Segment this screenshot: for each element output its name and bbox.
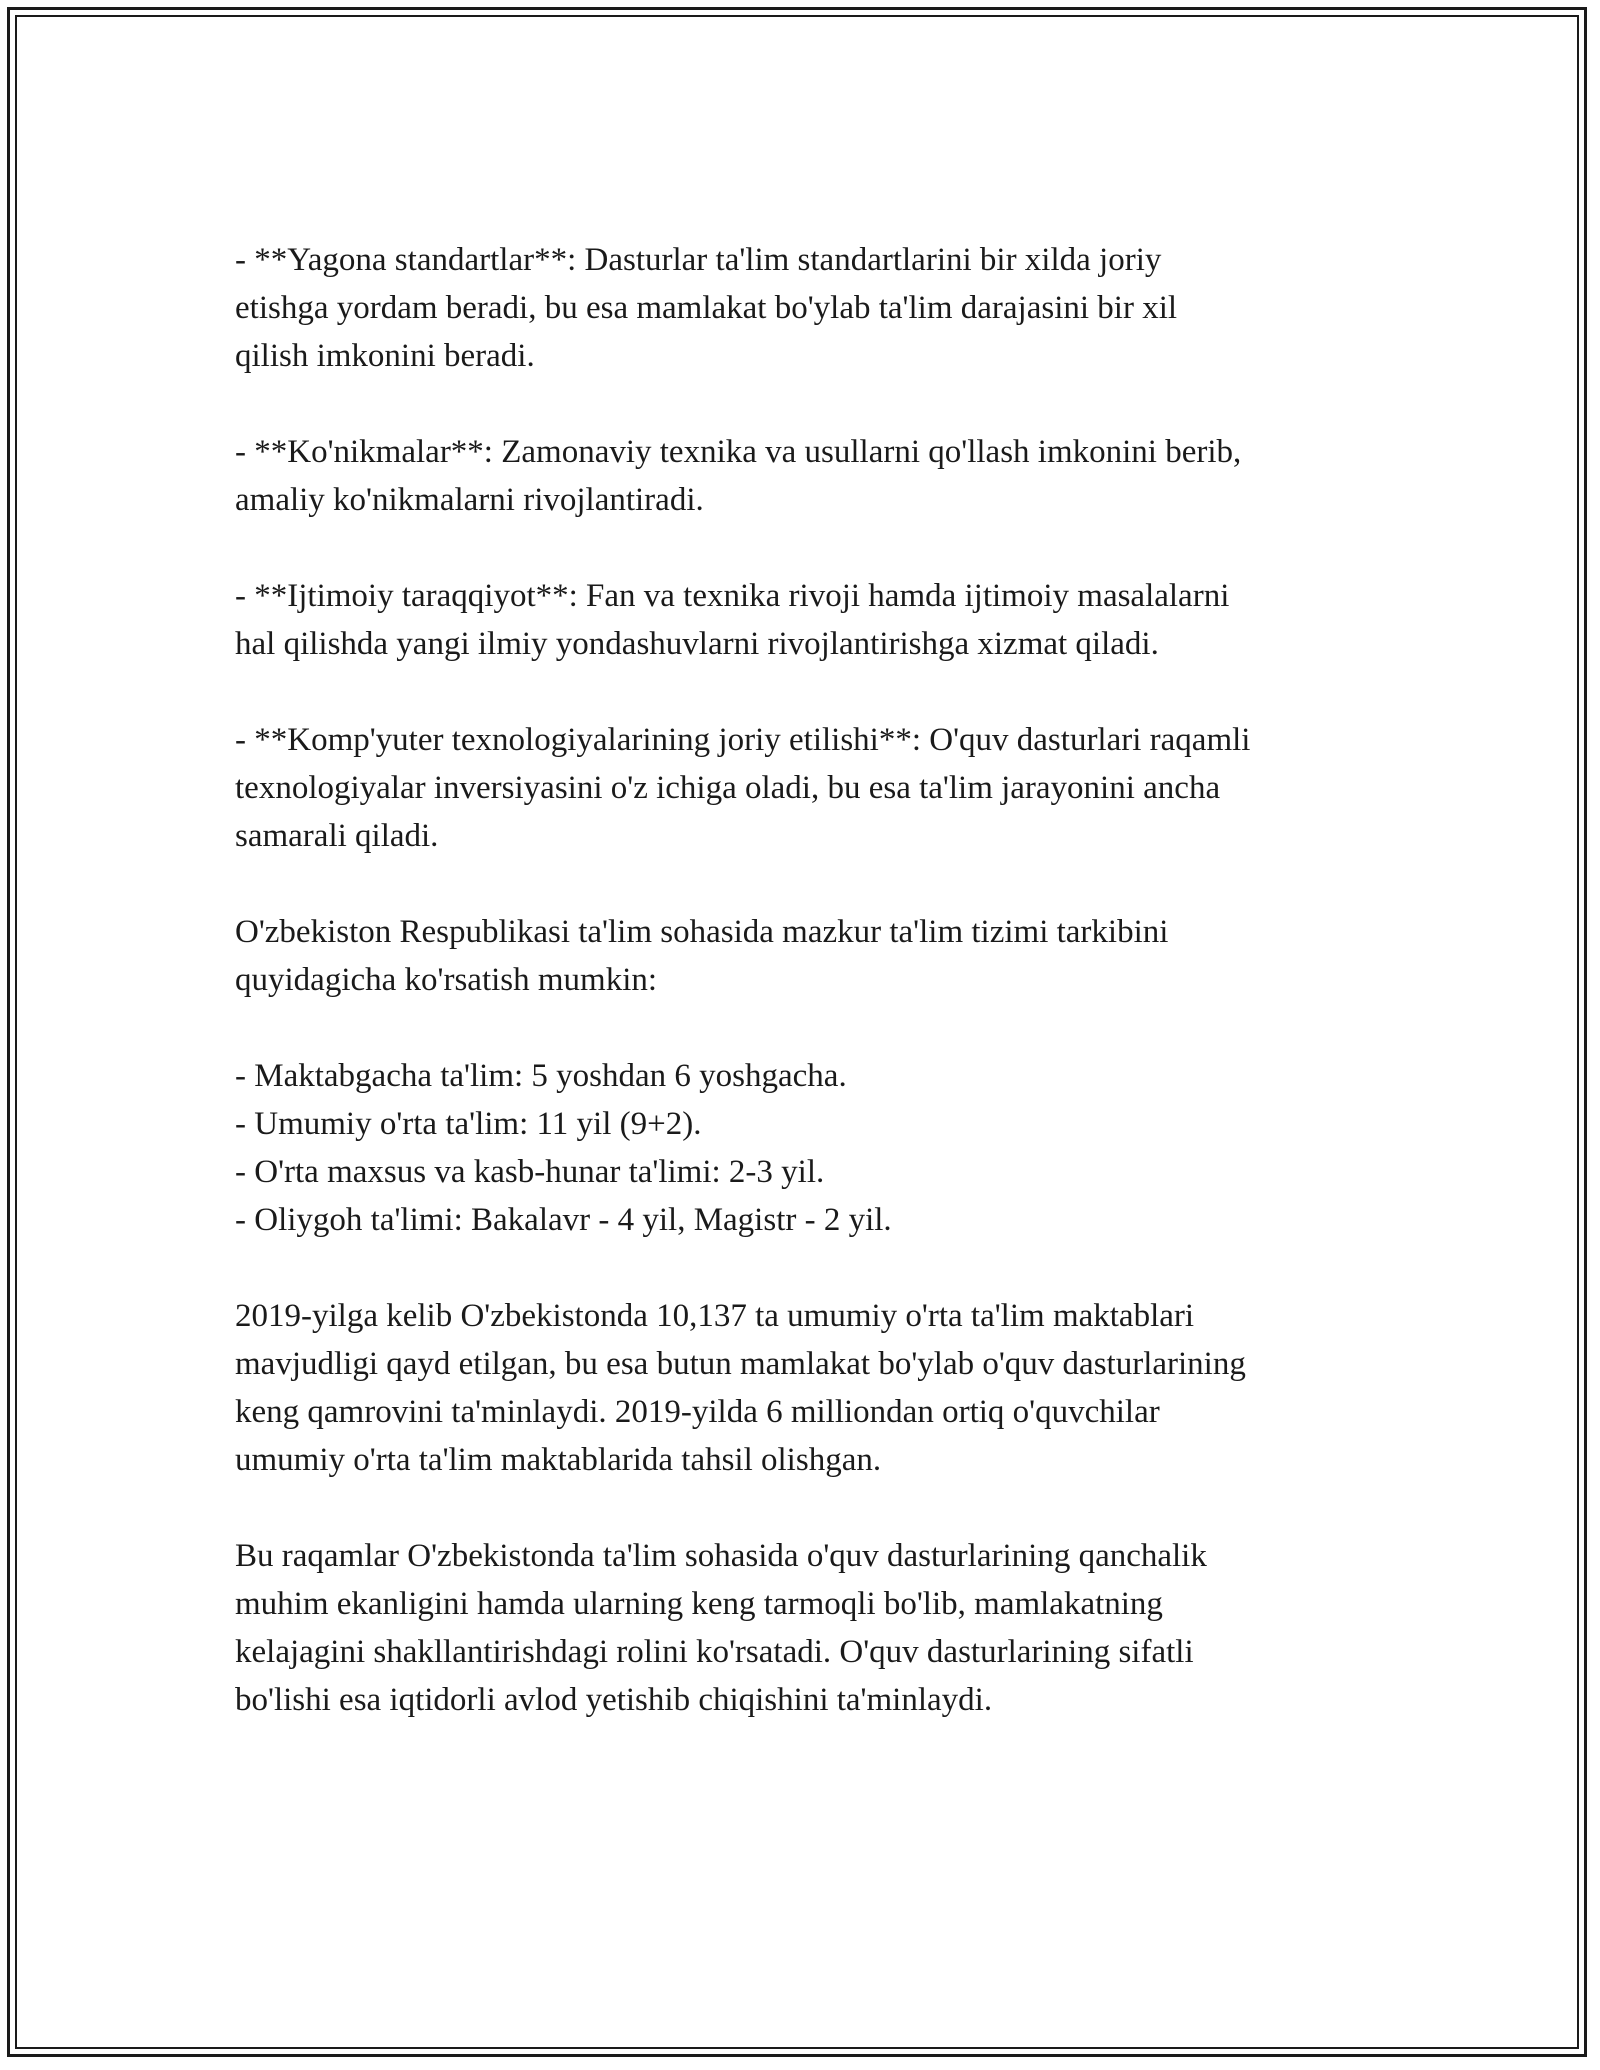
intro-paragraph: O'zbekiston Respublikasi ta'lim sohasida mazkur ta'lim tizimi tarkibini quyidagicha ko'rsatish mumkin: [235, 914, 1169, 998]
list-item: - Umumiy o'rta ta'lim: 11 yil (9+2). [235, 1106, 702, 1142]
bullet-ijtimoiy-taraqqiyot: - **Ijtimoiy taraqqiyot**: Fan va texnika rivoji hamda ijtimoiy masalalarni hal qilishda yangi ilmiy yondashuvlarni rivojlantirishga xizmat qiladi. [235, 578, 1230, 662]
conclusion-paragraph: Bu raqamlar O'zbekistonda ta'lim sohasida o'quv dasturlarining qanchalik muhim ekanligini hamda ularning keng tarmoqli bo'lib, mamlakatning kelajagini shakllantirishdagi rolini ko'rsatadi. O'quv dasturlarining sifatli bo'lishi esa iqtidorli avlod yetishib chiqishini ta'minlaydi. [235, 1538, 1207, 1718]
bullet-kompyuter-texnologiyalari: - **Komp'yuter texnologiyalarining joriy etilishi**: O'quv dasturlari raqamli texnologiyalar inversiyasini o'z ichiga oladi, bu esa ta'lim jarayonini ancha samarali qiladi. [235, 722, 1251, 854]
bullet-yagona-standartlar: - **Yagona standartlar**: Dasturlar ta'lim standartlarini bir xilda joriy etishga yordam beradi, bu esa mamlakat bo'ylab ta'lim darajasini bir xil qilish imkonini beradi. [235, 242, 1178, 374]
stats-paragraph: 2019-yilga kelib O'zbekistonda 10,137 ta umumiy o'rta ta'lim maktablari mavjudligi qayd etilgan, bu esa butun mamlakat bo'ylab o'quv dasturlarining keng qamrovini ta'minlaydi. 2019-yilda 6 milliondan ortiq o'quvchilar umumiy o'rta ta'lim maktablarida tahsil olishgan. [235, 1298, 1246, 1478]
document-body [235, 236, 1385, 1772]
list-item: - Maktabgacha ta'lim: 5 yoshdan 6 yoshgacha. [235, 1058, 847, 1094]
list-item: - Oliygoh ta'limi: Bakalavr - 4 yil, Magistr - 2 yil. [235, 1202, 892, 1238]
list-item: - O'rta maxsus va kasb-hunar ta'limi: 2-3 yil. [235, 1154, 825, 1190]
education-structure-list [235, 1052, 1385, 1244]
bullet-konikmalar: - **Ko'nikmalar**: Zamonaviy texnika va usullarni qo'llash imkonini berib, amaliy ko'nikmalarni rivojlantiradi. [235, 434, 1242, 518]
